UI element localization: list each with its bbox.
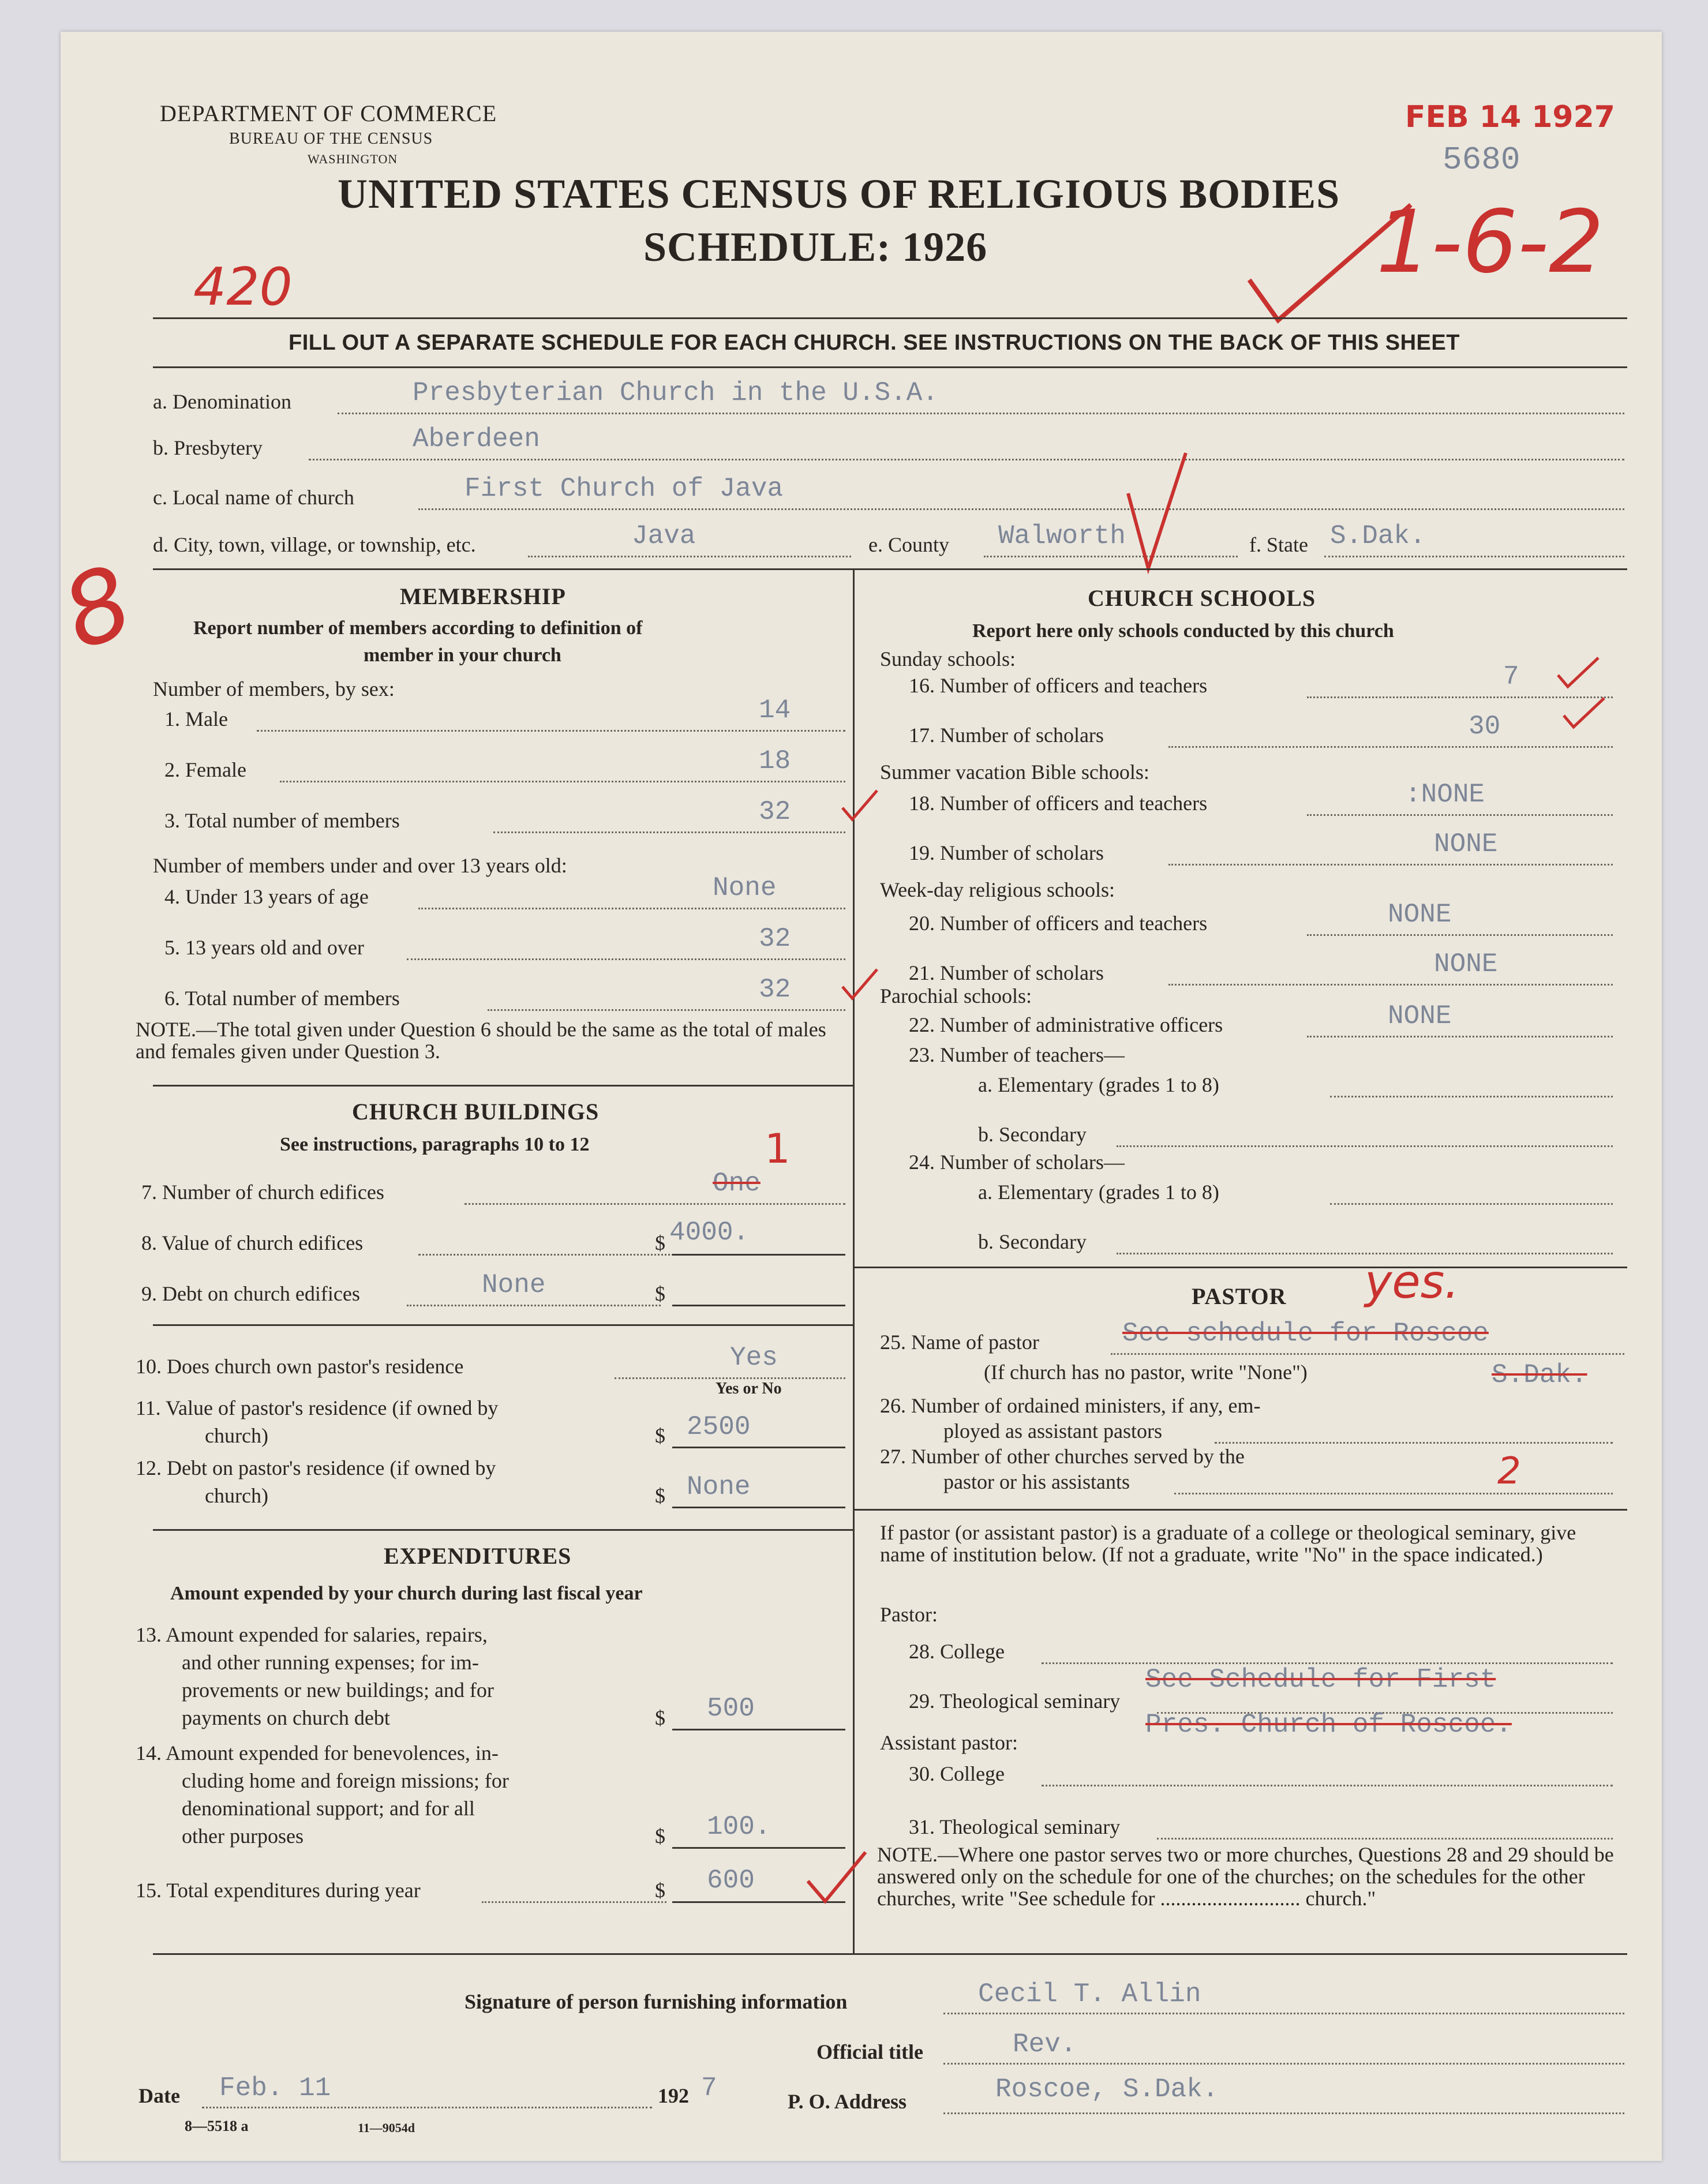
denomination-label: a. Denomination (153, 390, 291, 413)
q10-label: 10. Does church own pastor's residence (136, 1355, 464, 1378)
census-schedule-sheet (48, 32, 1662, 2161)
q25-hint: (If church has no pastor, write "None") (984, 1361, 1308, 1384)
q25-value: See schedule for Roscoe (1122, 1318, 1489, 1348)
official-title-value: Rev. (1013, 2029, 1077, 2059)
q21-value: NONE (1434, 949, 1498, 979)
stamp-number: 5680 (1443, 141, 1520, 178)
q5-label: 5. 13 years old and over (164, 936, 364, 959)
q13-line2: and other running expenses; for im- (182, 1651, 479, 1674)
handwritten-8: 8 (48, 544, 147, 673)
q14-line3: denominational support; and for all (182, 1797, 475, 1820)
q27-line2: pastor or his assistants (943, 1470, 1130, 1493)
q15-label: 15. Total expenditures during year (136, 1879, 421, 1902)
age-heading: Number of members under and over 13 years old: (153, 854, 567, 877)
q12-label-line1: 12. Debt on pastor's residence (if owned by (136, 1456, 496, 1479)
q14-dollar: $ (655, 1825, 665, 1848)
expenditures-heading: EXPENDITURES (384, 1543, 572, 1569)
q23b-label: b. Secondary (978, 1123, 1087, 1146)
q13-line4: payments on church debt (182, 1706, 390, 1729)
q24-label: 24. Number of scholars— (909, 1151, 1125, 1174)
red-tick-q15 (805, 1849, 868, 1907)
q11-dollar: $ (655, 1424, 665, 1447)
q9-dollar: $ (655, 1282, 665, 1305)
schools-heading: CHURCH SCHOOLS (1088, 585, 1316, 611)
form-number: 8—5518 a (185, 2118, 249, 2134)
q18-value: :NONE (1405, 780, 1485, 810)
handwritten-1-6-2: 1-6-2 (1376, 192, 1604, 293)
q20-value: NONE (1388, 900, 1452, 930)
state-label: f. State (1249, 533, 1308, 556)
q12-dollar: $ (655, 1484, 665, 1507)
state-value: S.Dak. (1330, 521, 1426, 551)
q4-label: 4. Under 13 years of age (164, 885, 369, 908)
church-name-label: c. Local name of church (153, 486, 354, 509)
q2-value: 18 (759, 746, 791, 776)
assistant-pastor-subheading: Assistant pastor: (880, 1731, 1018, 1754)
red-tick-q16 (1555, 655, 1601, 690)
membership-note: NOTE.—The total given under Question 6 should be the same as the total of males and females given under Question 3. (136, 1018, 826, 1063)
sunday-schools-label: Sunday schools: (880, 647, 1016, 670)
q20-label: 20. Number of officers and teachers (909, 912, 1208, 935)
q11-label-line1: 11. Value of pastor's residence (if owned by (136, 1396, 499, 1419)
red-tick-q3 (840, 788, 880, 822)
q14-line1: 14. Amount expended for benevolences, in- (136, 1741, 499, 1765)
q10-value: Yes (730, 1343, 778, 1373)
official-title-label: Official title (816, 2040, 923, 2063)
q9-label: 9. Debt on church edifices (141, 1282, 360, 1305)
q1-label: 1. Male (164, 707, 228, 731)
denomination-value: Presbyterian Church in the U.S.A. (413, 378, 938, 408)
q19-value: NONE (1434, 829, 1498, 859)
q15-dollar: $ (655, 1879, 665, 1902)
q2-label: 2. Female (164, 758, 246, 781)
q8-label: 8. Value of church edifices (141, 1231, 364, 1254)
schedule-title: SCHEDULE: 1926 (643, 224, 988, 270)
po-address-label: P. O. Address (788, 2090, 907, 2113)
presbytery-label: b. Presbytery (153, 436, 263, 459)
q17-value: 30 (1469, 711, 1501, 741)
city-label: d. City, town, village, or township, etc. (153, 533, 476, 556)
members-by-sex-label: Number of members, by sex: (153, 677, 395, 700)
schools-sub: Report here only schools conducted by this church (972, 620, 1394, 642)
print-number: 11—9054d (358, 2121, 415, 2135)
membership-heading: MEMBERSHIP (400, 583, 566, 609)
membership-sub1: Report number of members according to definition of (193, 617, 643, 639)
weekday-schools-label: Week-day religious schools: (880, 878, 1115, 901)
handwritten-420: 420 (193, 257, 293, 317)
city-value: Java (632, 521, 696, 551)
q7-value: One (713, 1168, 761, 1198)
form-title: UNITED STATES CENSUS OF RELIGIOUS BODIES (338, 171, 1340, 217)
q11-label-line2: church) (205, 1424, 268, 1447)
q4-value: None (713, 873, 777, 903)
membership-sub2: member in your church (364, 645, 561, 666)
q22-value: NONE (1388, 1001, 1452, 1031)
year-digit: 7 (701, 2073, 717, 2103)
summer-schools-label: Summer vacation Bible schools: (880, 761, 1149, 784)
pastor-subheading: Pastor: (880, 1603, 938, 1626)
expenditures-sub: Amount expended by your church during last fiscal year (170, 1583, 643, 1604)
q13-line1: 13. Amount expended for salaries, repairs, (136, 1623, 488, 1646)
presbytery-value: Aberdeen (413, 424, 540, 454)
q3-label: 3. Total number of members (164, 809, 400, 832)
parochial-schools-label: Parochial schools: (880, 984, 1032, 1007)
q29-label: 29. Theological seminary (909, 1689, 1121, 1713)
red-check-mark-large (1238, 193, 1422, 332)
signature-value: Cecil T. Allin (978, 1979, 1201, 2009)
q13-dollar: $ (655, 1706, 665, 1729)
q26-line1: 26. Number of ordained ministers, if any, em- (880, 1394, 1261, 1417)
q26-line2: ployed as assistant pastors (943, 1419, 1162, 1443)
date-value: Feb. 11 (219, 2073, 331, 2103)
red-check-county (1122, 447, 1192, 580)
city-heading: WASHINGTON (308, 152, 398, 166)
q7-handwritten: 1 (765, 1125, 791, 1172)
q11-value: 2500 (687, 1412, 751, 1442)
q31-label: 31. Theological seminary (909, 1815, 1121, 1838)
q16-value: 7 (1503, 662, 1519, 692)
q1-value: 14 (759, 695, 791, 725)
q17-label: 17. Number of scholars (909, 724, 1104, 747)
q10-hint: Yes or No (716, 1380, 782, 1398)
graduate-note: If pastor (or assistant pastor) is a graduate of a college or theological seminary, give name of institution below. (If not a graduate, write "No" in the space indicated.) (880, 1521, 1576, 1566)
county-value: Walworth (998, 521, 1126, 551)
q6-label: 6. Total number of members (164, 987, 400, 1010)
received-date-stamp: FEB 14 1927 (1405, 100, 1615, 134)
po-address-value: Roscoe, S.Dak. (995, 2074, 1219, 2104)
q27-value: 2 (1497, 1450, 1521, 1493)
q29-value-line1: See Schedule for First (1145, 1665, 1496, 1695)
red-tick-q17 (1561, 695, 1607, 730)
q14-line4: other purposes (182, 1825, 304, 1848)
q19-label: 19. Number of scholars (909, 841, 1104, 864)
q13-value: 500 (707, 1694, 755, 1724)
q30-label: 30. College (909, 1762, 1005, 1785)
q14-line2: cluding home and foreign missions; for (182, 1769, 509, 1792)
q15-value: 600 (707, 1865, 755, 1895)
q23-label: 23. Number of teachers— (909, 1043, 1125, 1066)
instruction-bar: FILL OUT A SEPARATE SCHEDULE FOR EACH CHURCH. SEE INSTRUCTIONS ON THE BACK OF THIS SHEET (289, 331, 1460, 355)
church-name-value: First Church of Java (465, 474, 784, 504)
q25-value-line2: S.Dak. (1492, 1360, 1587, 1390)
buildings-heading: CHURCH BUILDINGS (352, 1099, 600, 1125)
q27-line1: 27. Number of other churches served by the (880, 1445, 1245, 1468)
q3-value: 32 (759, 797, 791, 827)
pastor-heading: PASTOR (1192, 1283, 1287, 1309)
q18-label: 18. Number of officers and teachers (909, 792, 1208, 815)
date-label: Date (138, 2084, 180, 2107)
year-prefix: 192 (658, 2084, 689, 2107)
pastor-handwritten-yes: yes. (1365, 1255, 1459, 1309)
q9-value: None (482, 1270, 546, 1300)
q6-value: 32 (759, 975, 791, 1005)
q12-value: None (687, 1472, 751, 1502)
q8-value: 4000. (669, 1218, 750, 1248)
red-tick-q6 (840, 966, 880, 1001)
pastor-note: NOTE.—Where one pastor serves two or more churches, Questions 28 and 29 should be answered only on the schedule for one of the churches; on the schedules for the other churches, write "See schedule for ........................... church." (877, 1843, 1614, 1910)
bureau-heading: BUREAU OF THE CENSUS (229, 130, 433, 148)
signature-label: Signature of person furnishing information (465, 1990, 848, 2013)
q7-label: 7. Number of church edifices (141, 1181, 384, 1204)
q28-label: 28. College (909, 1640, 1005, 1663)
q24b-label: b. Secondary (978, 1230, 1087, 1253)
q5-value: 32 (759, 924, 791, 954)
q14-value: 100. (707, 1812, 771, 1842)
q21-label: 21. Number of scholars (909, 961, 1104, 984)
q16-label: 16. Number of officers and teachers (909, 674, 1208, 697)
q13-line3: provements or new buildings; and for (182, 1679, 494, 1702)
county-label: e. County (868, 533, 949, 556)
q12-label-line2: church) (205, 1484, 268, 1507)
q8-dollar: $ (655, 1231, 665, 1254)
q25-label: 25. Name of pastor (880, 1331, 1039, 1354)
q29-value-line2: Pres. Church of Roscoe. (1145, 1710, 1512, 1740)
q22-label: 22. Number of administrative officers (909, 1013, 1223, 1036)
q24a-label: a. Elementary (grades 1 to 8) (978, 1181, 1219, 1204)
q23a-label: a. Elementary (grades 1 to 8) (978, 1073, 1219, 1096)
department-heading: DEPARTMENT OF COMMERCE (160, 100, 497, 126)
buildings-sub: See instructions, paragraphs 10 to 12 (280, 1134, 590, 1155)
